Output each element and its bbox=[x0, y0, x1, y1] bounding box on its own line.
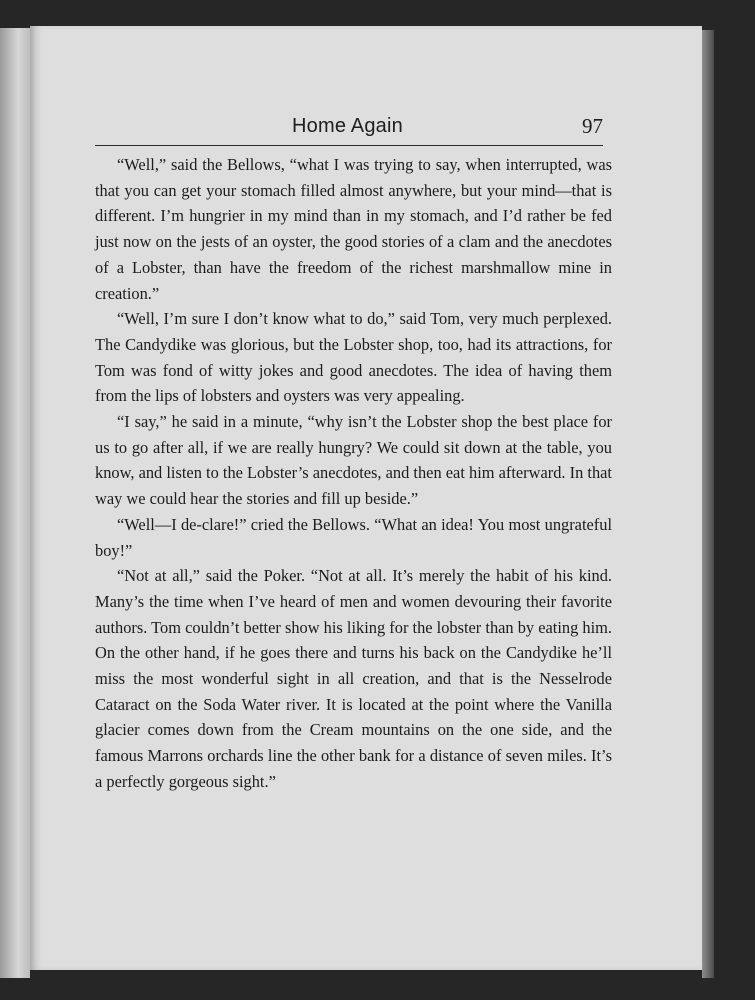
page-number: 97 bbox=[582, 114, 603, 138]
running-head-title: Home Again bbox=[292, 115, 403, 137]
paragraph: “Not at all,” said the Poker. “Not at all. It’s merely the habit of his kind. Many’s the time when I’ve heard of men and women devouring their favorite authors. Tom couldn’t better show his liking for the lobster than by eating him. On the other hand, if he goes there and turns his back on the Candydike he’ll miss the most wonderful sight in all creation, and that is the Nesselrode Cataract on the Soda Water river. It is located at the point where the Vanilla glacier comes down from the Cream mountains on the one side, and the famous Marrons orchards line the other bank for a distance of seven miles. It’s a perfectly gorgeous sight.” bbox=[95, 566, 612, 791]
page-stack-edge bbox=[702, 30, 714, 978]
running-head bbox=[95, 113, 603, 146]
left-page-edge bbox=[0, 28, 30, 978]
paragraph: “I say,” he said in a minute, “why isn’t the Lobster shop the best place for us to go after all, if we are really hungry? We could sit down at the table, you know, and listen to the Lobster’s anecdotes, and then eat him afterward. In that way we could hear the stories and fill up beside.” bbox=[95, 412, 612, 509]
paragraph: “Well,” said the Bellows, “what I was trying to say, when interrupted, was that you can get your stomach filled almost anywhere, but your mind—that is different. I’m hungrier in my mind than in my stomach, and I’d rather be fed just now on the jests of an oyster, the good stories of a clam and the anecdotes of a Lobster, than have the freedom of the richest marshmallow mine in creation.” bbox=[95, 155, 612, 303]
paragraph: “Well, I’m sure I don’t know what to do,” said Tom, very much perplexed. The Candydike was glorious, but the Lobster shop, too, had its attractions, for Tom was fond of witty jokes and good anecdotes. The idea of having them from the lips of lobsters and oysters was very appealing. bbox=[95, 309, 612, 406]
paragraph: “Well—I de-clare!” cried the Bellows. “What an idea! You most ungrateful boy!” bbox=[95, 514, 612, 560]
body-text bbox=[95, 152, 612, 795]
